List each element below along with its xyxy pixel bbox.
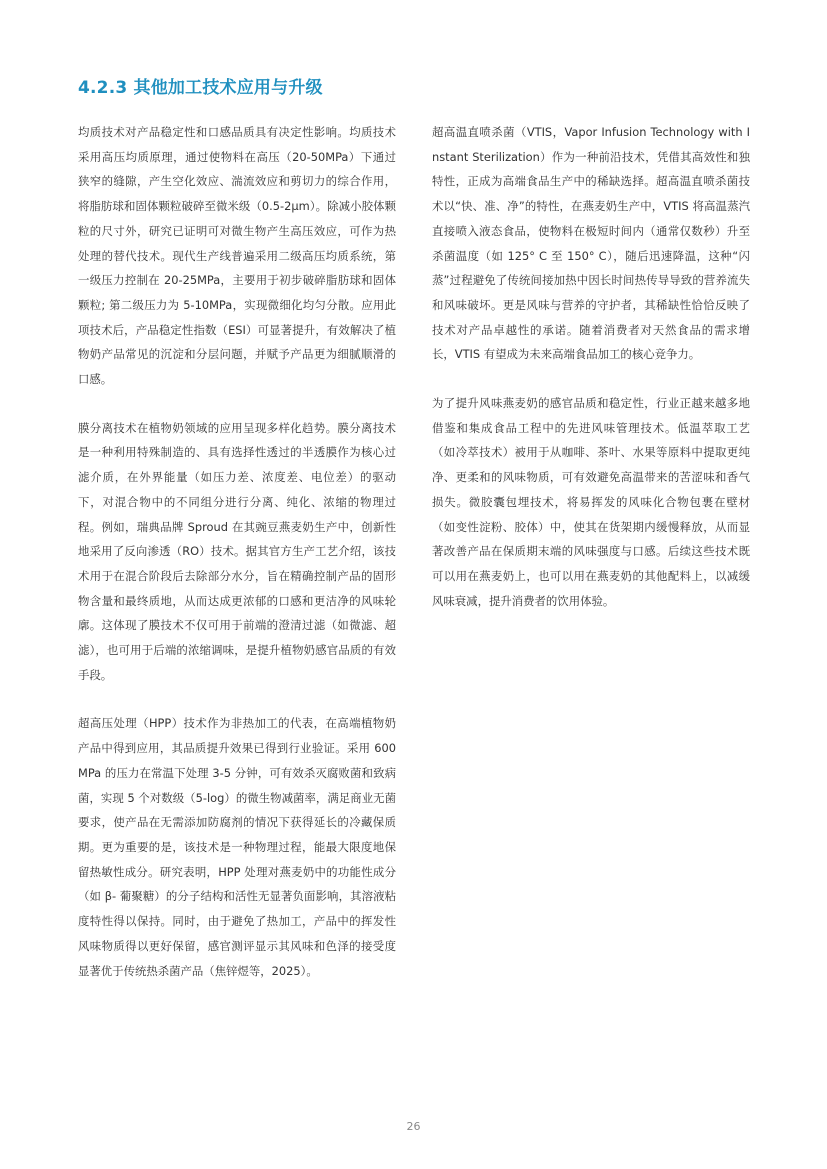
paragraph-flavor-management: 为了提升风味燕麦奶的感官品质和稳定性，行业正越来越多地借鉴和集成食品工程中的先进风味管理技术。低温萃取工艺（如冷萃技术）被用于从咖啡、茶叶、水果等原料中提取更纯净、更柔和的风味物质，可有效避免高温带来的苦涩味和香气损失。微胶囊包埋技术，将易挥发的风味化合物包裹在壁材（如变性淀粉、胶体）中，使其在货架期内缓慢释放，从而显著改善产品在保质期末端的风味强度与口感。后续这些技术既可以用在燕麦奶上，也可以用在燕麦奶的其他配料上，以减缓风味衰减，提升消费者的饮用体验。: [432, 396, 750, 608]
page-number: 26: [406, 1120, 421, 1133]
paragraph-vtis: 超高温直喷杀菌（VTIS，Vapor Infusion Technology with Instant Sterilization）作为一种前沿技术，凭借其高效性和独特性，正成为高端食品生产中的稀缺选择。超高温直喷杀菌技术以“快、准、净”的特性，在燕麦奶生产中，VTIS 将高温蒸汽直接喷入液态食品，使物料在极短时间内（通常仅数秒）升至杀菌温度（如 125° C 至 150° C），随后迅速降温，这种“闪蒸”过程避免了传统间接加热中因长时间热传导导致的营养流失和风味破坏。更是风味与营养的守护者，其稀缺性恰恰反映了技术对产品卓越性的承诺。随着消费者对天然食品的需求增长，VTIS 有望成为未来高端食品加工的核心竞争力。: [432, 125, 750, 362]
right-column: [432, 120, 750, 637]
paragraph-homogenization: 均质技术对产品稳定性和口感品质具有决定性影响。均质技术采用高压均质原理，通过使物料在高压（20-50MPa）下通过狭窄的缝隙，产生空化效应、湍流效应和剪切力的综合作用，将脂肪球和固体颗粒破碎至微米级（0.5-2μm）。除减小胶体颗粒的尺寸外，研究已证明可对微生物产生高压效应，可作为热处理的替代技术。现代生产线普遍采用二级高压均质系统，第一级压力控制在 20-25MPa，主要用于初步破碎脂肪球和固体颗粒; 第二级压力为 5-10MPa，实现微细化均匀分散。应用此项技术后，产品稳定性指数（ESI）可显著提升，有效解决了植物奶产品常见的沉淀和分层问题，并赋予产品更为细腻顺滑的口感。: [78, 125, 396, 387]
left-column: [78, 120, 396, 1007]
section-heading: 4.2.3 其他加工技术应用与升级: [78, 78, 323, 98]
paragraph-membrane-separation: 膜分离技术在植物奶领域的应用呈现多样化趋势。膜分离技术是一种利用特殊制造的、具有选择性透过的半透膜作为核心过滤介质，在外界能量（如压力差、浓度差、电位差）的驱动下，对混合物中的不同组分进行分离、纯化、浓缩的物理过程。例如，瑞典品牌 Sproud 在其豌豆燕麦奶生产中，创新性地采用了反向渗透（RO）技术。据其官方生产工艺介绍，该技术用于在混合阶段后去除部分水分，旨在精确控制产品的固形物含量和最终质地，从而达成更浓郁的口感和更洁净的风味轮廓。这体现了膜技术不仅可用于前端的澄清过滤（如微滤、超滤），也可用于后端的浓缩调味，是提升植物奶感官品质的有效手段。: [78, 420, 396, 682]
paragraph-hpp: 超高压处理（HPP）技术作为非热加工的代表，在高端植物奶产品中得到应用，其品质提升效果已得到行业验证。采用 600 MPa 的压力在常温下处理 3-5 分钟，可有效杀灭腐败菌和致病菌，实现 5 个对数级（5-log）的微生物减菌率，满足商业无菌要求，使产品在无需添加防腐剂的情况下获得延长的冷藏保质期。更为重要的是，该技术是一种物理过程，能最大限度地保留热敏性成分。研究表明，HPP 处理对燕麦奶中的功能性成分（如 β- 葡聚糖）的分子结构和活性无显著负面影响，其溶液粘度特性得以保持。同时，由于避免了热加工，产品中的挥发性风味物质得以更好保留，感官测评显示其风味和色泽的接受度显著优于传统热杀菌产品（焦锌煜等，2025）。: [78, 716, 396, 978]
